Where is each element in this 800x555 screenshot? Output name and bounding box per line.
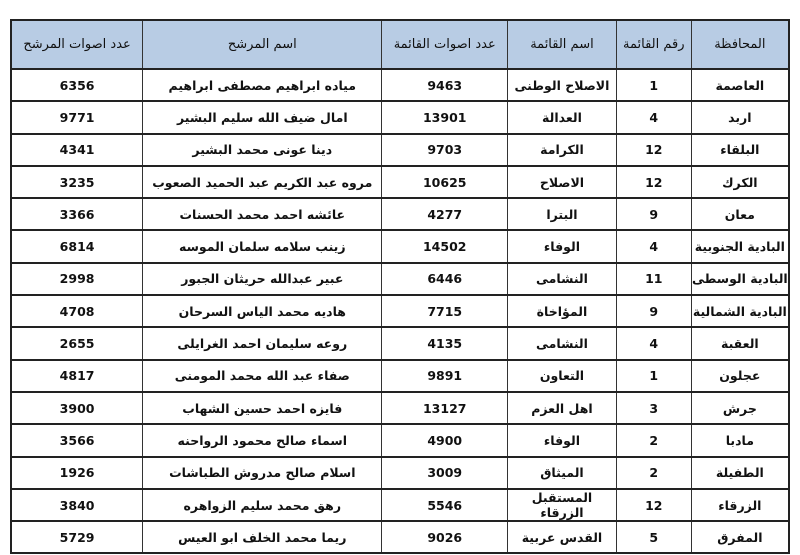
cell-list-name: الكرامة: [508, 134, 617, 166]
cell-governorate: الكرك: [691, 166, 789, 198]
cell-list-number: 5: [616, 521, 691, 553]
table-row: [11, 327, 789, 359]
cell-list-number: 4: [616, 327, 691, 359]
cell-list-number: 4: [616, 101, 691, 133]
cell-candidate-votes: 4817: [11, 360, 143, 392]
cell-list-number: 9: [616, 295, 691, 327]
cell-list-number: 12: [616, 134, 691, 166]
cell-governorate: البادية الوسطى: [691, 263, 789, 295]
cell-candidate-name: امال ضيف الله سليم البشير: [143, 101, 382, 133]
cell-candidate-name: اسماء صالح محمود الرواحنه: [143, 424, 382, 456]
table-row: [11, 392, 789, 424]
cell-candidate-name: صفاء عبد الله محمد المومنى: [143, 360, 382, 392]
cell-list-name: العدالة: [508, 101, 617, 133]
cell-list-name: الوفاء: [508, 424, 617, 456]
table-row: [11, 263, 789, 295]
cell-list-votes: 13127: [382, 392, 508, 424]
cell-governorate: الطفيلة: [691, 457, 789, 489]
cell-candidate-name: مروه عبد الكريم عبد الحميد الصعوب: [143, 166, 382, 198]
cell-governorate: العقبة: [691, 327, 789, 359]
cell-candidate-votes: 1926: [11, 457, 143, 489]
cell-governorate: العاصمة: [691, 69, 789, 101]
cell-candidate-name: روعه سليمان احمد الغرايلى: [143, 327, 382, 359]
table-row: [11, 198, 789, 230]
table-row: [11, 101, 789, 133]
cell-list-number: 12: [616, 166, 691, 198]
cell-governorate: اربد: [691, 101, 789, 133]
cell-candidate-name: هاديه محمد الياس السرحان: [143, 295, 382, 327]
cell-list-name: النشامى: [508, 327, 617, 359]
cell-candidate-votes: 2655: [11, 327, 143, 359]
cell-list-number: 2: [616, 424, 691, 456]
cell-list-votes: 9703: [382, 134, 508, 166]
cell-candidate-votes: 4341: [11, 134, 143, 166]
cell-governorate: معان: [691, 198, 789, 230]
cell-candidate-votes: 3900: [11, 392, 143, 424]
cell-list-votes: 13901: [382, 101, 508, 133]
cell-candidate-name: ريما محمد الخلف ابو العيس: [143, 521, 382, 553]
cell-governorate: البادية الجنوبية: [691, 230, 789, 262]
cell-list-votes: 4900: [382, 424, 508, 456]
cell-list-votes: 4277: [382, 198, 508, 230]
cell-list-votes: 4135: [382, 327, 508, 359]
table-row: [11, 424, 789, 456]
cell-list-name: الميثاق: [508, 457, 617, 489]
cell-list-number: 1: [616, 360, 691, 392]
table-row: [11, 360, 789, 392]
table-body: [11, 69, 789, 553]
header-list-votes: عدد اصوات القائمة: [382, 20, 508, 69]
table-row: [11, 166, 789, 198]
cell-list-votes: 3009: [382, 457, 508, 489]
cell-governorate: المفرق: [691, 521, 789, 553]
table-row: [11, 230, 789, 262]
cell-list-votes: 9026: [382, 521, 508, 553]
cell-list-name: النشامى: [508, 263, 617, 295]
cell-governorate: مادبا: [691, 424, 789, 456]
cell-candidate-name: رهق محمد سليم الزواهره: [143, 489, 382, 521]
cell-list-votes: 7715: [382, 295, 508, 327]
cell-list-name: المؤاخاة: [508, 295, 617, 327]
cell-list-name: اهل العزم: [508, 392, 617, 424]
cell-governorate: البلقاء: [691, 134, 789, 166]
cell-candidate-votes: 2998: [11, 263, 143, 295]
cell-list-name: الاصلاح: [508, 166, 617, 198]
table-row: [11, 134, 789, 166]
cell-list-name: التعاون: [508, 360, 617, 392]
cell-governorate: عجلون: [691, 360, 789, 392]
cell-candidate-votes: 3366: [11, 198, 143, 230]
table-row: [11, 521, 789, 553]
table-row: [11, 489, 789, 521]
cell-list-number: 1: [616, 69, 691, 101]
cell-list-votes: 5546: [382, 489, 508, 521]
cell-candidate-votes: 4708: [11, 295, 143, 327]
header-candidate-votes: عدد اصوات المرشح: [11, 20, 143, 69]
cell-list-number: 11: [616, 263, 691, 295]
header-row: [11, 20, 789, 69]
cell-candidate-name: مياده ابراهيم مصطفى ابراهيم: [143, 69, 382, 101]
header-list-name: اسم القائمة: [508, 20, 617, 69]
cell-list-votes: 9463: [382, 69, 508, 101]
table-row: [11, 295, 789, 327]
cell-list-name: البترا: [508, 198, 617, 230]
header-governorate: المحافظة: [691, 20, 789, 69]
cell-governorate: جرش: [691, 392, 789, 424]
cell-candidate-votes: 3566: [11, 424, 143, 456]
header-candidate-name: اسم المرشح: [143, 20, 382, 69]
cell-list-number: 4: [616, 230, 691, 262]
cell-candidate-votes: 6356: [11, 69, 143, 101]
cell-candidate-name: اسلام صالح مدروش الطباشات: [143, 457, 382, 489]
cell-governorate: الزرقاء: [691, 489, 789, 521]
cell-candidate-votes: 9771: [11, 101, 143, 133]
cell-candidate-name: زينب سلامه سلمان الموسه: [143, 230, 382, 262]
cell-candidate-name: عبير عبدالله حريثان الجبور: [143, 263, 382, 295]
cell-candidate-name: عائشه احمد محمد الحسنات: [143, 198, 382, 230]
table-row: [11, 69, 789, 101]
cell-list-name: القدس عربية: [508, 521, 617, 553]
cell-candidate-votes: 6814: [11, 230, 143, 262]
cell-list-name: المستقبل الزرقاء: [508, 489, 617, 521]
cell-list-name: الاصلاح الوطنى: [508, 69, 617, 101]
cell-list-name: الوفاء: [508, 230, 617, 262]
cell-list-votes: 10625: [382, 166, 508, 198]
header-list-number: رقم القائمة: [616, 20, 691, 69]
table-row: [11, 457, 789, 489]
cell-list-votes: 14502: [382, 230, 508, 262]
cell-list-votes: 6446: [382, 263, 508, 295]
cell-list-number: 2: [616, 457, 691, 489]
cell-list-number: 12: [616, 489, 691, 521]
cell-candidate-name: فايزه احمد حسين الشهاب: [143, 392, 382, 424]
cell-candidate-votes: 5729: [11, 521, 143, 553]
cell-governorate: البادية الشمالية: [691, 295, 789, 327]
cell-list-votes: 9891: [382, 360, 508, 392]
results-table: [10, 19, 790, 554]
cell-list-number: 9: [616, 198, 691, 230]
cell-candidate-name: دينا عونى محمد البشير: [143, 134, 382, 166]
cell-list-number: 3: [616, 392, 691, 424]
cell-candidate-votes: 3840: [11, 489, 143, 521]
cell-candidate-votes: 3235: [11, 166, 143, 198]
